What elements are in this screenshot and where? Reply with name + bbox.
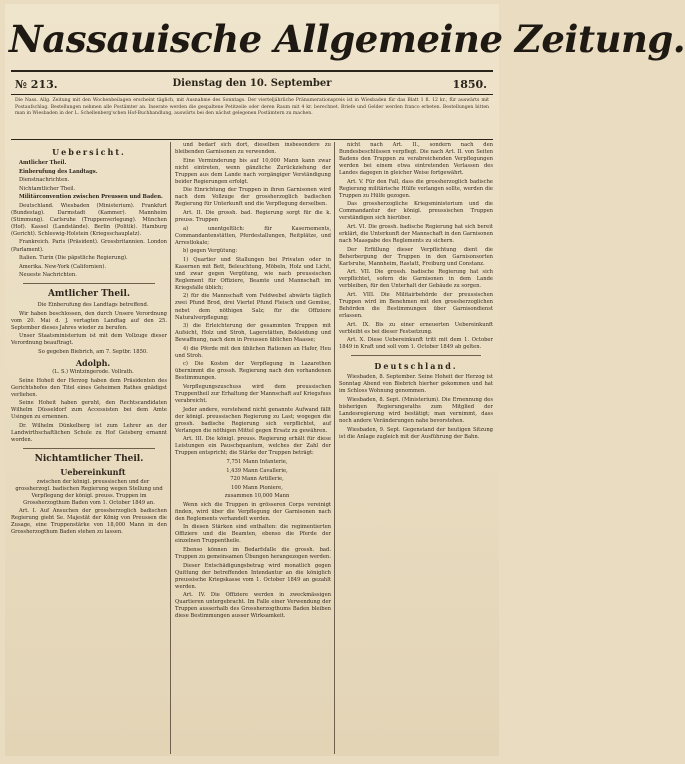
newspaper-page — [5, 4, 685, 756]
article-paragraph: nicht nach Art. II., sondern nach den Bundesbeschlüssen verpflegt. Die nach Art. II. von Seiten Badens den Truppen zu verabreichenden Verpflegungen werden bei einem etwa eintretenden Verlassen des Landes dagegen in gleicher Weise fortgewährt. — [339, 142, 493, 177]
list-item: c) Die Kosten der Verpflegung in Lazarethen übernimmt die grossh. Regierung nach den vorhandenen Bestimmungen. — [175, 361, 331, 382]
list-item: b) gegen Vergütung: — [183, 248, 238, 255]
article-paragraph: Die Einrichtung der Truppen in ihren Garnisonen wird nach dem Vollzuge der grossherzoglich badischen Regierung für Unterkunft und die Verpflegung derselben. — [175, 187, 331, 208]
article-paragraph: Der Erfüllung dieser Verpflichtung dient die Beherbergung der Truppen in den Garnisonsorten Karlsruhe, Mannheim, Rastatt, Freiburg und Constanz. — [339, 246, 493, 267]
official-paragraph: Unser Staatsministerium ist mit dem Vollzuge dieser Verordnung beauftragt. — [11, 333, 167, 347]
article-heading: Art. III. Die königl. preuss. Regierung erhält für diese Leistungen ein Pauschquantum, welches der Zahl der Truppen entspricht; die Stärke der Truppen beträgt: — [175, 436, 331, 457]
countersign: (L. S.) Wintzingerode. Vollrath. — [52, 369, 134, 376]
appointment-paragraph: Seine Hoheit haben geruht, den Rechtscandidaten Wilhelm Düsseldorf zum Accessisten bei dem Amte Usingen zu ernennen. — [11, 400, 167, 421]
article-paragraph: Art. VI. Die grossh. badische Regierung hat sich bereit erklärt, die Unterkunft der Mannschaft in den Garnisonen nach Maasgabe des Reglements zu sichern. — [339, 224, 493, 245]
column-1 — [11, 142, 167, 754]
article-paragraph: In diesen Stärken sind enthalten: die regimentierten Offiziere und die Beamten, ebenso die Pferde der einzelnen Truppentheile. — [175, 524, 331, 545]
signed-place: So gegeben Biebrich, am 7. Septbr. 1850. — [38, 348, 148, 355]
overview-item: Neueste Nachrichten. — [19, 272, 77, 279]
column-3 — [339, 142, 493, 754]
subscription-notice: Die Nass. Allg. Zeitung mit den Wochenbeilagen erscheint täglich, mit Ausnahme des Sonntags. Der vierteljährliche Pränumerationspreis ist in Wiesbaden für das Blatt 1 fl. 12 kr., für auswärts mit Postaufschlag. Bestellungen nehmen alle Postämter an. Inserate werden die gespaltene Petitzeile oder deren Raum mit 4 kr. berechnet. Briefe und Gelder werden franco erbeten. Bestellungen bitten man in Wiesbaden in der L. Schellenberg'schen Hof-Buchhandlung, auswärts bei den nächst gelegenen Postämtern zu machen. — [15, 98, 489, 117]
germany-section-heading: Deutschland. — [374, 361, 458, 372]
article-paragraph: Dieser Entschädigungsbetrag wird monatlich gegen Quittung der betreffenden Intendantur an die königlich preussische Kriegskasse vom 1. October 1849 an gezahlt werden. — [175, 562, 331, 590]
section-rule — [351, 355, 481, 356]
appointment-paragraph: Dr. Wilhelm Dünkelberg ist zum Lehrer an der Landwirthschaftlichen Schule zu Hof Geisberg ernannt worden. — [11, 422, 167, 443]
strength-total: zusammen 10,000 Mann — [224, 493, 290, 500]
masthead-title: Nassauische Allgemeine Zeitung. — [9, 17, 685, 61]
section-rule — [23, 448, 155, 449]
list-item: 1) Quartier und Stallungen bei Privaten oder in Kasernen mit Bett, Beleuchtung, Möbeln, Holz und Licht, und zwar gegen Vergütung, wie nach preussischen Reglement für Offiziere, Beamte und Mannschaft im Kriegsfalle üblich; — [175, 256, 331, 291]
official-paragraph: Wir haben beschlossen, den durch Unsere Verordnung vom 20. Mai d. J. vertagten Landtag auf den 25. September dieses Jahres wieder zu berufen. — [11, 310, 167, 331]
strength-line: 100 Mann Pioniere, — [231, 484, 283, 491]
appointment-paragraph: Seine Hoheit der Herzog haben dem Präsidenten des Gerichtshofes den Titel eines Geheimen Rathes gnädigst verliehen. — [11, 377, 167, 398]
article-paragraph: Wenn sich die Truppen in grösseren Corps vereinigt finden, wird über die Verpflegung der Garnisonen nach den Reglements verhandelt werden. — [175, 501, 331, 522]
issue-date: Dienstag den 10. September — [172, 78, 332, 89]
overview-item: Amtlicher Theil. — [19, 160, 67, 166]
strength-line: 1,439 Mann Cavallerie, — [226, 467, 288, 474]
article-paragraph: Eine Verminderung bis auf 10,000 Mann kann zwar nicht eintreten, wenn gänzliche Zurückziehung der Truppen aus dem Lande nach vorgängiger Verständigung beider Regierungen erfolgt. — [175, 157, 331, 185]
masthead-rule — [11, 70, 493, 72]
overview-item: Militärconvention zwischen Preussen und Baden. — [19, 194, 163, 201]
dateline-rule — [11, 94, 493, 95]
nonofficial-section-heading: Nichtamtlicher Theil. — [34, 454, 144, 464]
article-paragraph: Das grossherzogliche Kriegsministerium und die Commandantur der königl. preussischen Truppen verständigen sich hierüber. — [339, 201, 493, 222]
news-paragraph: Wiesbaden, 9. Sept. Gegenstand der heutigen Sitzung ist die Anlage zugleich mit der Ausführung der Bahn. — [339, 426, 493, 440]
strength-line: 720 Mann Artillerie, — [230, 476, 284, 483]
overview-item: Einberufung des Landtags. — [19, 168, 98, 175]
issue-number: № 213. — [15, 78, 58, 91]
news-paragraph: Wiesbaden, 8. Sept. (Ministerium). Die Ernennung des bisherigen Regierungsraths zum Mitglied der Landesregierung wird bestätigt; man vernimmt, dass noch andere Veränderungen nahe bevorstehen. — [339, 396, 493, 425]
news-paragraph: Wiesbaden, 8. September. Seine Hoheit der Herzog ist Sonntag Abend von Biebrich hierher gekommen und hat im Schloss Wohnung genommen. — [339, 374, 493, 395]
strength-line: 7,751 Mann Infanterie, — [226, 458, 288, 465]
convention-title: Uebereinkunft — [60, 467, 126, 477]
column-2 — [175, 142, 331, 754]
article-paragraph: Art. VII. Die grossh. badische Regierung hat sich verpflichtet, sofern die Garnisonen in dem Lande verbleiben, für den Unterhalt der Gebäude zu sorgen. — [339, 269, 493, 290]
official-section-heading: Amtlicher Theil. — [47, 289, 131, 300]
article-paragraph: Art. IX. Bis zu einer erneuerten Uebereinkunft verbleibt es bei dieser Festsetzung. — [339, 321, 493, 335]
overview-item: Dienstnachrichten. — [19, 177, 70, 184]
column-divider — [170, 142, 171, 754]
convention-subtitle: zwischen der königl. preussischen und der grossherzogl. badischen Regierung wegen Stellung und Verpflegung der königl. preuss. Truppen im Grossherzogthum Baden vom 1. October 1849 an. — [15, 478, 163, 506]
dateline — [13, 78, 491, 92]
article-paragraph: Jeder andere, vorstehend nicht genannte Aufwand fällt der königl. preussischen Regierung zu Last; wogegen die grossh. badische Regierung sich verpflichtet, auf Verlangen die nöthigen Mittel gegen Ersatz zu gewähren. — [175, 406, 331, 434]
article-paragraph: Art. X. Diese Uebereinkunft tritt mit dem 1. October 1849 in Kraft und soll vom 1. October 1849 ab gelten. — [339, 337, 493, 351]
article-heading: Art. II. Die grossh. bad. Regierung sorgt für die k. preuss. Truppen — [175, 209, 331, 223]
list-item: 2) für die Mannschaft vom Feldwebel abwärts täglich zwei Pfund Brod, drei Viertel Pfund Fleisch und Gemüse, nebst dem nöthigen Salz; für die Offiziere Naturalverpflegung; — [175, 293, 331, 321]
official-subheading: Die Einberufung des Landtags betreffend. — [37, 302, 149, 309]
overview-item: Nichtamtlicher Theil. — [19, 185, 76, 192]
overview-heading: Uebersicht. — [52, 147, 126, 157]
list-item: 4) die Pferde mit den üblichen Rationen an Hafer, Heu und Stroh. — [175, 345, 331, 359]
article-paragraph: Art. IV. Die Offiziere werden in zweckmässigen Quartieren untergebracht. Im Falle einer Verwendung der Truppen ausserhalb des Grossherzogthums Baden bleiben diese Bestimmungen ausser Wirksamkeit. — [175, 592, 331, 620]
list-item: 3) die Erleichterung der gesammten Truppen mit Aufsicht, Holz und Stroh, Lagerstätten, Bekleidung und Bewaffnung, nach dem in Preussen üblichen Maasse; — [175, 323, 331, 344]
overview-item: Amerika. New-York (Californien). — [19, 263, 107, 270]
overview-item: Italien. Turin (Die päpstliche Regierung). — [19, 255, 128, 262]
overview-item: Frankreich. Paris (Präsident). Grossbritannien. London (Parlament). — [11, 239, 167, 253]
column-divider — [334, 142, 335, 754]
section-rule — [23, 283, 155, 284]
overview-item: Deutschland. Wiesbaden (Ministerium). Frankfurt (Bundestag). Darmstadt (Kammer). Mannheim (Stimmung). Carlsruhe (Truppenverlegung). München (Hof). Kassel (Landstände). Berlin (Politik). Hamburg (Gericht). Schleswig-Holstein (Kriegsschauplatz). — [11, 202, 167, 237]
list-item: a) unentgeltlich: für Kasernements, Commandantenstätten, Pferdestallungen, Reitplätze, und Arrestlokale; — [175, 225, 331, 246]
article-paragraph: Art. VIII. Die Militairbehörde der preussischen Truppen wird im Benehmen mit den grossherzoglichen Behörden die Bestimmungen über Garnisondienst erlassen. — [339, 291, 493, 320]
convention-article: Art. I. Auf Ansuchen der grossherzoglich badischen Regierung giebt Se. Majestät der König von Preussen die Zusage, eine Truppenstärke von 18,000 Mann in den Grossherzogthum Baden stehen zu lassen. — [11, 508, 167, 536]
article-paragraph: Art. V. Für den Fall, dass die grossherzoglich badische Regierung militärische Hülfe verlangen sollte, werden die Truppen zu Hülfe gezogen. — [339, 178, 493, 199]
signature: Adolph. — [75, 357, 111, 368]
notice-rule — [11, 139, 493, 140]
article-paragraph: und bedarf sich dort, dieselben insbesondere zu bleibenden Garnisonen zu verwenden. — [175, 142, 331, 156]
issue-year: 1850. — [452, 78, 487, 91]
article-paragraph: Ebenso können im Bedarfsfalle die grossh. bad. Truppen zu gemeinsamen Übungen herangezogen werden. — [175, 546, 331, 561]
article-paragraph: Verpflegungszuschuss wird dem preussischen Truppentheil zur Erhaltung der Mannschaft auf Kriegsfuss verabreicht. — [175, 384, 331, 405]
